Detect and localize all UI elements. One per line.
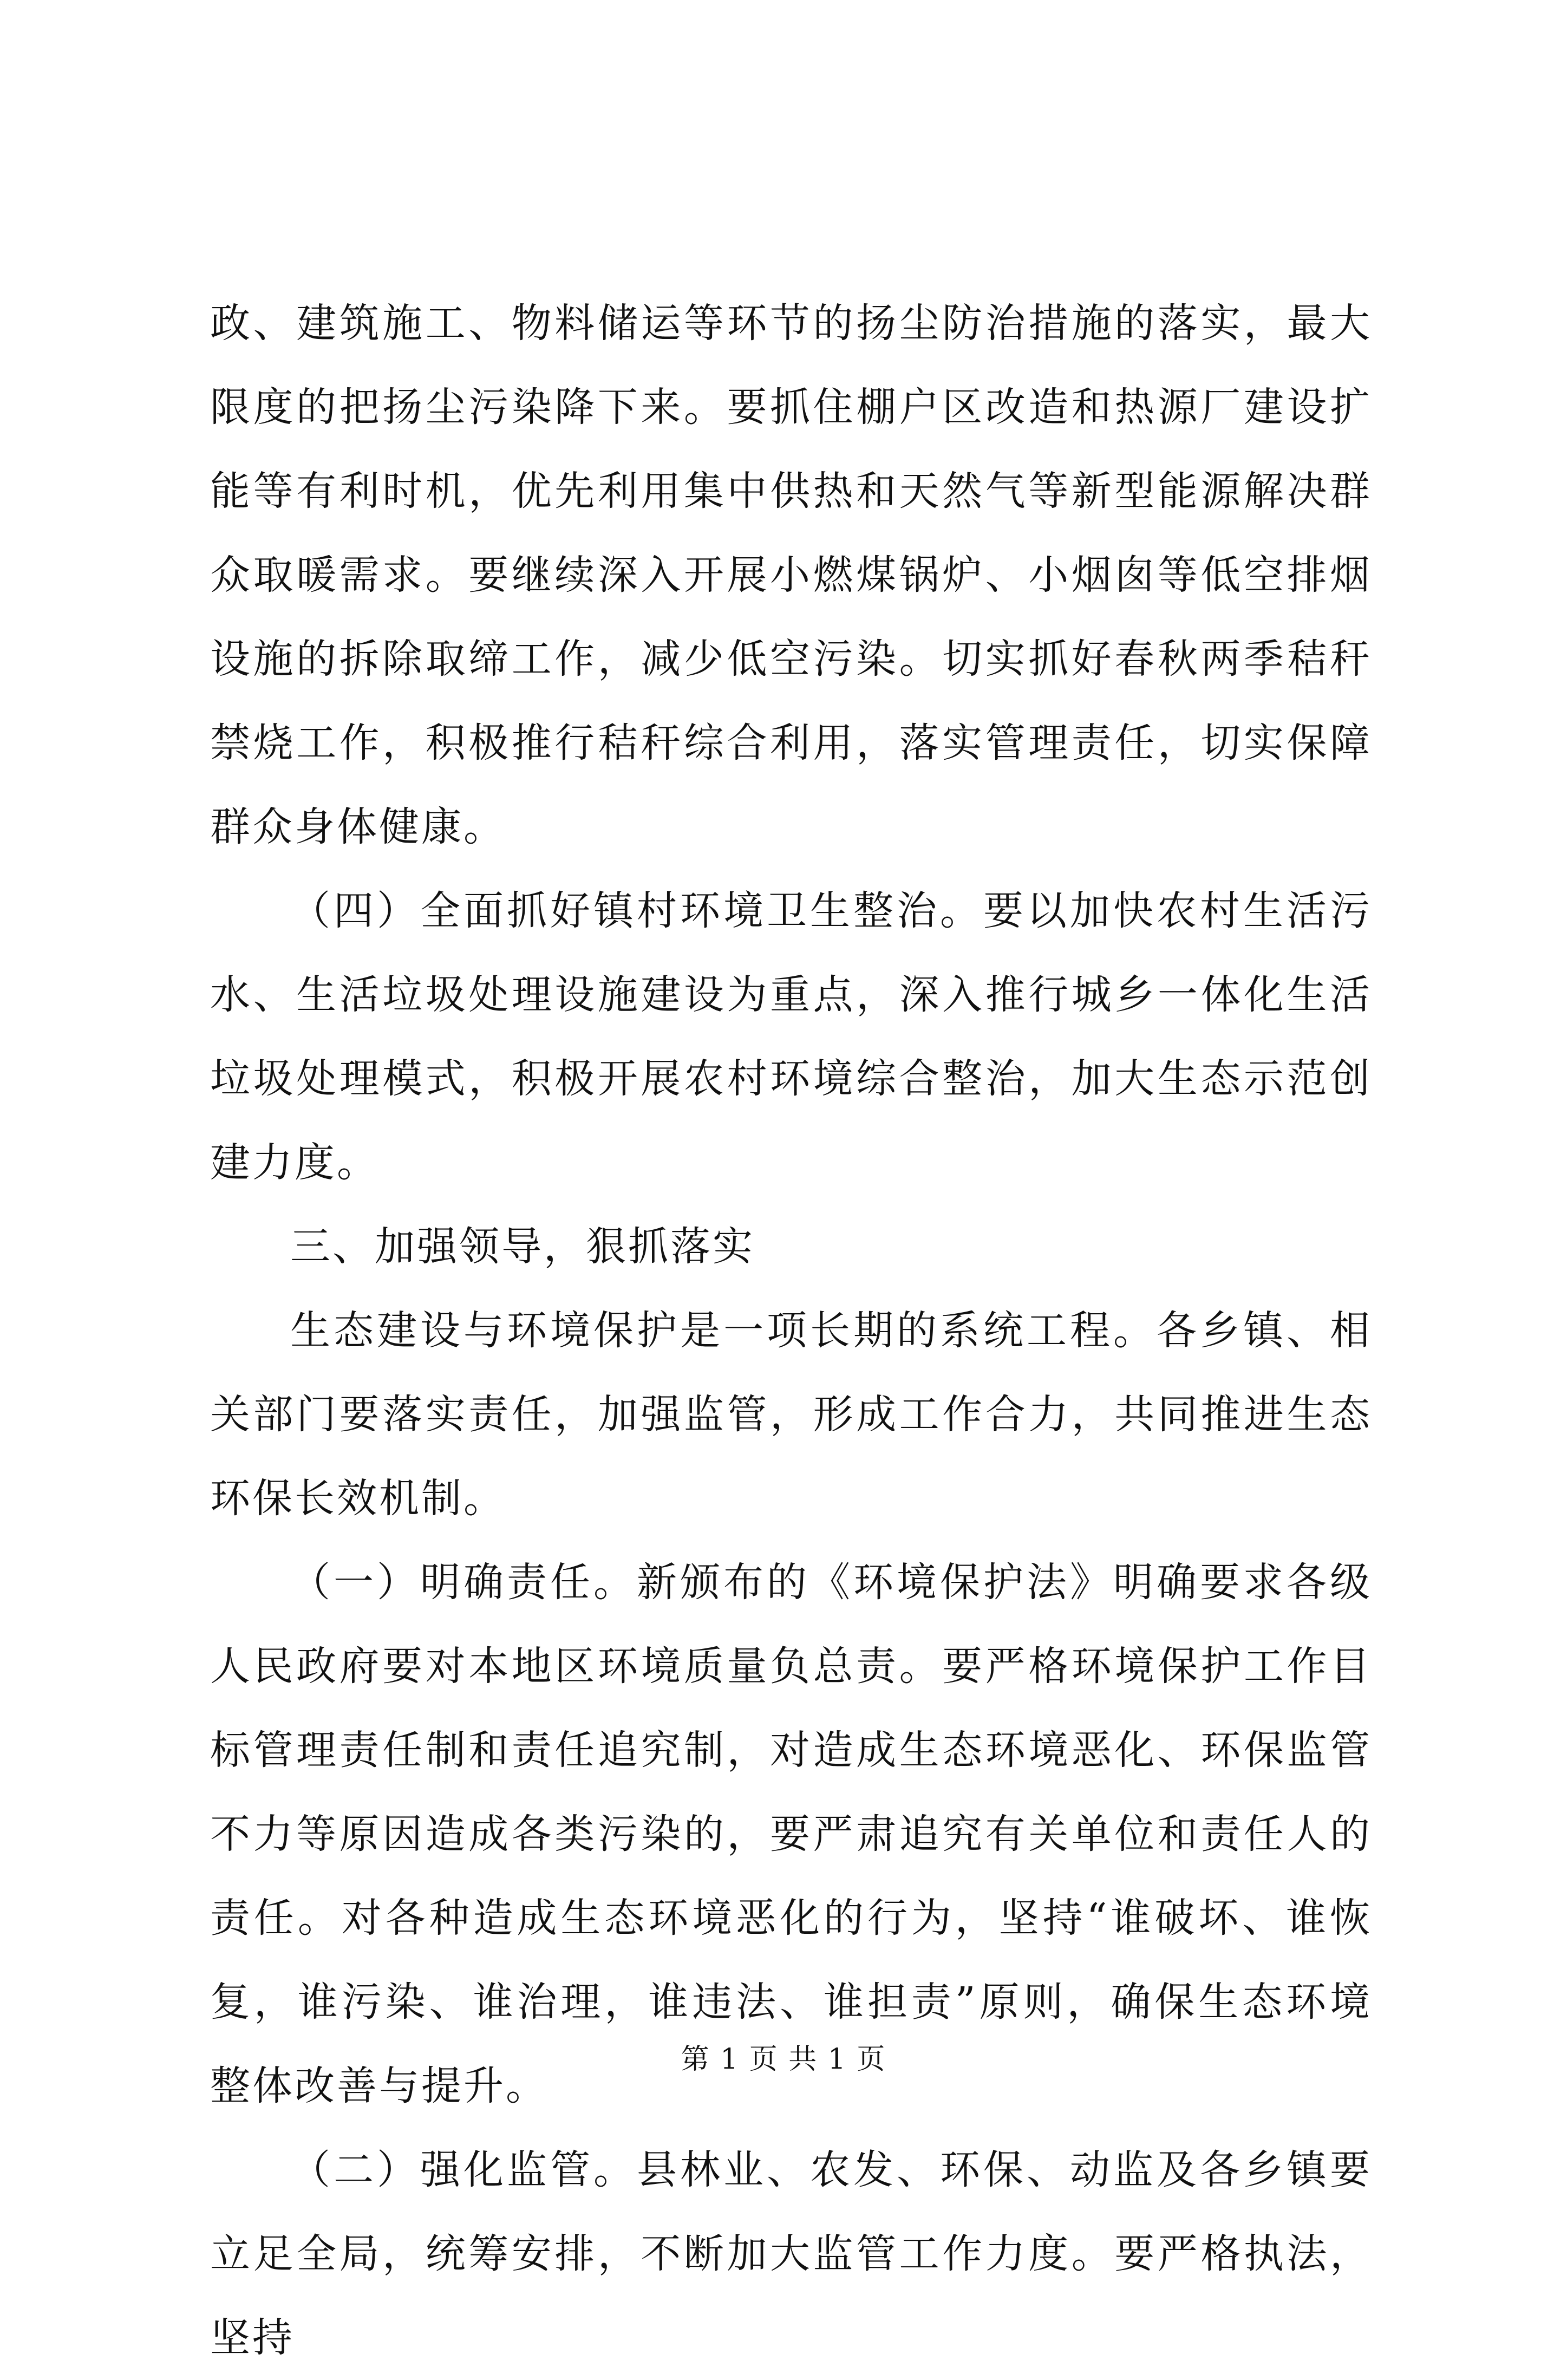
page-number-label: 第 1 页 共 1 页 [681,2043,886,2076]
paragraph-strengthen-supervision: （二）强化监管。县林业、农发、环保、动监及各乡镇要立足全局，统筹安排，不断加大监管工作力度。要严格执法，坚持 [210,2147,1372,2361]
section-heading-three: 三、加强领导，狠抓落实 [290,1223,755,1270]
page-footer [0,2040,1567,2078]
paragraph-intro: 生态建设与环境保护是一项长期的系统工程。各乡镇、相关部门要落实责任，加强监管，形成工作合力，共同推进生态环保长效机制。 [210,1307,1372,1522]
paragraph-section-four: （四）全面抓好镇村环境卫生整治。要以加快农村生活污水、生活垃圾处理设施建设为重点，深入推行城乡一体化生活垃圾处理模式，积极开展农村环境综合整治，加大生态示范创建力度。 [210,888,1372,1186]
paragraph-clarify-responsibility: （一）明确责任。新颁布的《环境保护法》明确要求各级人民政府要对本地区环境质量负总责。要严格环境保护工作目标管理责任制和责任追究制，对造成生态环境恶化、环保监管不力等原因造成各类污染的，要严肃追究有关单位和责任人的责任。对各种造成生态环境恶化的行为，坚持“谁破坏、谁恢复，谁污染、谁治理，谁违法、谁担责”原则，确保生态环境整体改善与提升。 [210,1559,1372,2109]
paragraph-continuation: 政、建筑施工、物料储运等环节的扬尘防治措施的落实，最大限度的把扬尘污染降下来。要抓住棚户区改造和热源厂建设扩能等有利时机，优先利用集中供热和天然气等新型能源解决群众取暖需求。要继续深入开展小燃煤锅炉、小烟囱等低空排烟设施的拆除取缔工作，减少低空污染。切实抓好春秋两季秸秆禁烧工作，积极推行秸秆综合利用，落实管理责任，切实保障群众身体健康。 [210,300,1372,850]
